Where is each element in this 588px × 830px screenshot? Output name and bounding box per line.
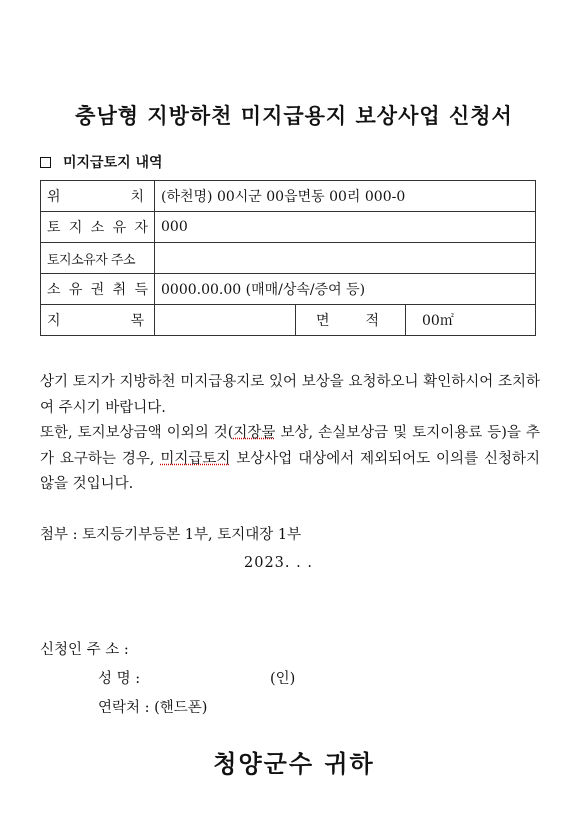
address-value bbox=[155, 243, 536, 274]
applicant-name-label: 성 명 : bbox=[98, 671, 141, 687]
owner-value: 000 bbox=[155, 212, 536, 243]
land-info-table bbox=[40, 180, 536, 336]
location-label: 위 치 bbox=[41, 181, 155, 212]
acquisition-label: 소 유 권 취 득 bbox=[41, 274, 155, 305]
land-category-value bbox=[155, 305, 296, 336]
area-label: 면 적 bbox=[296, 305, 406, 336]
table-row-owner bbox=[41, 212, 536, 243]
table-row-acquisition bbox=[41, 274, 536, 305]
applicant-contact-label: 연락처 : (핸드폰) bbox=[98, 700, 208, 716]
acquisition-value: 0000.00.00 (매매/상속/증여 등) bbox=[155, 274, 536, 305]
seal-mark: (인) bbox=[270, 671, 296, 687]
paragraph-2: 또한, 토지보상금액 이외의 것(지장물 보상, 손실보상금 및 토지이용료 등)을 추가 요구하는 경우, 미지급토지 보상사업 대상에서 제외되어도 이의를 신청하지 않을 것입니다. bbox=[40, 425, 540, 492]
table-row-location bbox=[41, 181, 536, 212]
land-category-label: 지 목 bbox=[41, 305, 155, 336]
date-line: 2023. . . bbox=[244, 555, 313, 571]
checkbox-icon bbox=[40, 157, 51, 168]
table-row-category-area bbox=[41, 305, 536, 336]
attachment-line: 첨부 : 토지등기부등본 1부, 토지대장 1부 bbox=[40, 527, 302, 543]
owner-label: 토 지 소 유 자 bbox=[41, 212, 155, 243]
area-value: 00㎡ bbox=[406, 305, 536, 336]
applicant-address-label: 신청인 주 소 : bbox=[40, 642, 129, 658]
document-title: 충남형 지방하천 미지급용지 보상사업 신청서 bbox=[75, 103, 513, 128]
table-row-address bbox=[41, 243, 536, 274]
recipient: 청양군수 귀하 bbox=[213, 749, 375, 778]
location-value: (하천명) 00시군 00읍면동 00리 000-0 bbox=[155, 181, 536, 212]
address-label: 토지소유자 주소 bbox=[41, 243, 155, 274]
request-text bbox=[40, 370, 540, 498]
section-heading bbox=[40, 152, 163, 172]
paragraph-1: 상기 토지가 지방하천 미지급용지로 있어 보상을 요청하오니 확인하시어 조치하여 주시기 바랍니다. bbox=[40, 374, 540, 416]
section-label: 미지급토지 내역 bbox=[63, 155, 163, 171]
